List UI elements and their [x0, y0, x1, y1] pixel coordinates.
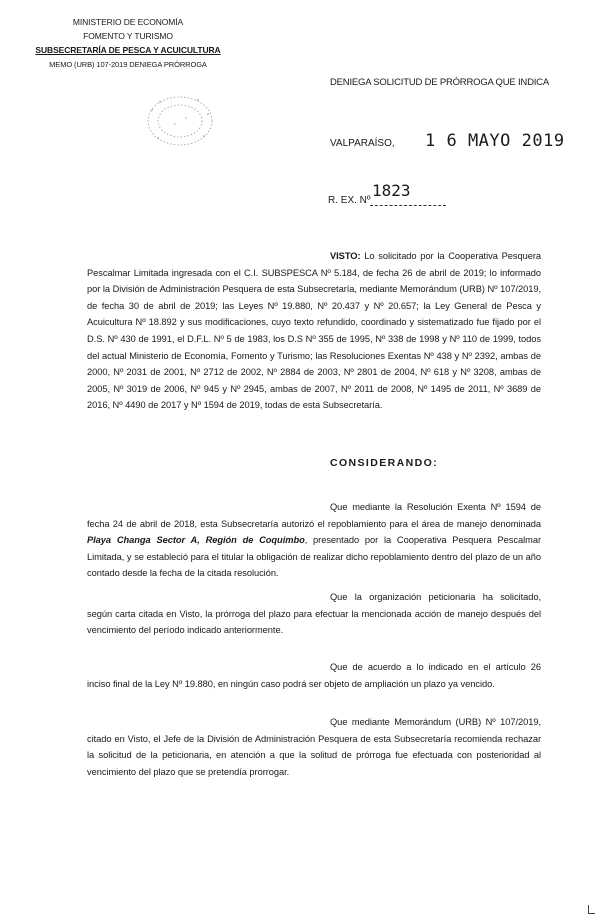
considerando-paragraph-1: [87, 499, 541, 582]
considerando-paragraph-3: [87, 659, 541, 692]
memo-reference: MEMO (URB) 107-2019 DENIEGA PRÓRROGA: [49, 60, 207, 69]
para1-text-b: , presentado por la Cooperativa Pesquera Pescalmar Limitada, y se estableció para el titular la obligación de realizar dicho repoblamiento dentro del plazo de un año contado desde la fecha de la citada resolución.: [87, 535, 541, 579]
considerando-paragraph-2: [87, 589, 541, 639]
visto-label: VISTO:: [330, 251, 361, 261]
date-stamp: 1 6 MAYO 2019: [425, 131, 565, 151]
visto-paragraph: [87, 248, 541, 414]
para4-text: Que mediante Memorándum (URB) Nº 107/2019, citado en Visto, el Jefe de la División de Administración Pesquera de esta Subsecretaría recomienda rechazar la solicitud de la peticionaria, en atención a que la solitud de prórroga fue efectuada con posterioridad al vencimiento del plazo que se pretendía prorrogar.: [87, 717, 541, 777]
para2-text: Que la organización peticionaria ha solicitado, según carta citada en Visto, la prórroga del plazo para efectuar la mencionada acción de manejo después del vencimiento del período indicado anteriormente.: [87, 592, 541, 636]
para1-text-a: Que mediante la Resolución Exenta Nº 1594 de fecha 24 de abril de 2018, esta Subsecretaría autorizó el repoblamiento para el área de manejo denominada: [87, 502, 541, 529]
visto-text: Lo solicitado por la Cooperativa Pesquera Pescalmar Limitada ingresada con el C.I. SUBSPESCA Nº 5.184, de fecha 26 de abril de 2019; lo informado por la División de Administración Pesquera de esta Subsecretaría, mediante Memorándum (URB) Nº 107/2019, de fecha 30 de abril de 2019; las Leyes Nº 19.880, Nº 20.437 y Nº 20.657; la Ley General de Pesca y Acuicultura Nº 18.892 y sus modificaciones, cuyo texto refundido, coordinado y sistematizado fue fijado por el D.S. Nº 430 de 1991, el D.F.L. Nº 5 de 1983, los D.S Nº 355 de 1995, Nº 338 de 1998 y Nº 110 de 1999, todos del actual Ministerio de Economía, Fomento y Turismo; las Resoluciones Exentas Nº 438 y Nº 2392, ambas de 2000, Nº 2031 de 2001, Nº 2712 de 2002, Nº 2884 de 2003, Nº 2801 de 2004, Nº 618 y Nº 3208, ambas de 2005, Nº 3019 de 2006, Nº 945 y Nº 2945, ambas de 2007, Nº 2011 de 2008, Nº 1495 de 2011, Nº 3689 de 2016, Nº 4490 de 2017 y Nº 1594 de 2019, todas de esta Subsecretaría.: [87, 251, 541, 411]
considerando-paragraph-4: [87, 714, 541, 780]
para3-text: Que de acuerdo a lo indicado en el artículo 26 inciso final de la Ley Nº 19.880, en ningún caso podrá ser objeto de ampliación un plazo ya vencido.: [87, 662, 541, 689]
place-label: VALPARAÍSO,: [330, 138, 395, 149]
stamp-mark: [140, 92, 220, 150]
rex-label: R. EX. Nº: [328, 195, 371, 206]
ministry-name: MINISTERIO DE ECONOMÍA: [72, 17, 184, 27]
page-corner-mark: [588, 905, 595, 914]
subsecretariat-name: SUBSECRETARÍA DE PESCA Y ACUICULTURA: [35, 45, 221, 55]
rex-underline: [370, 205, 446, 206]
considerando-heading: CONSIDERANDO:: [330, 457, 439, 469]
document-subject: DENIEGA SOLICITUD DE PRÓRROGA QUE INDICA: [330, 77, 549, 88]
rex-number: 1823: [372, 181, 411, 200]
para1-area-name: Playa Changa Sector A, Región de Coquimbo: [87, 535, 305, 546]
ministry-subtitle: FOMENTO Y TURISMO: [83, 31, 173, 41]
